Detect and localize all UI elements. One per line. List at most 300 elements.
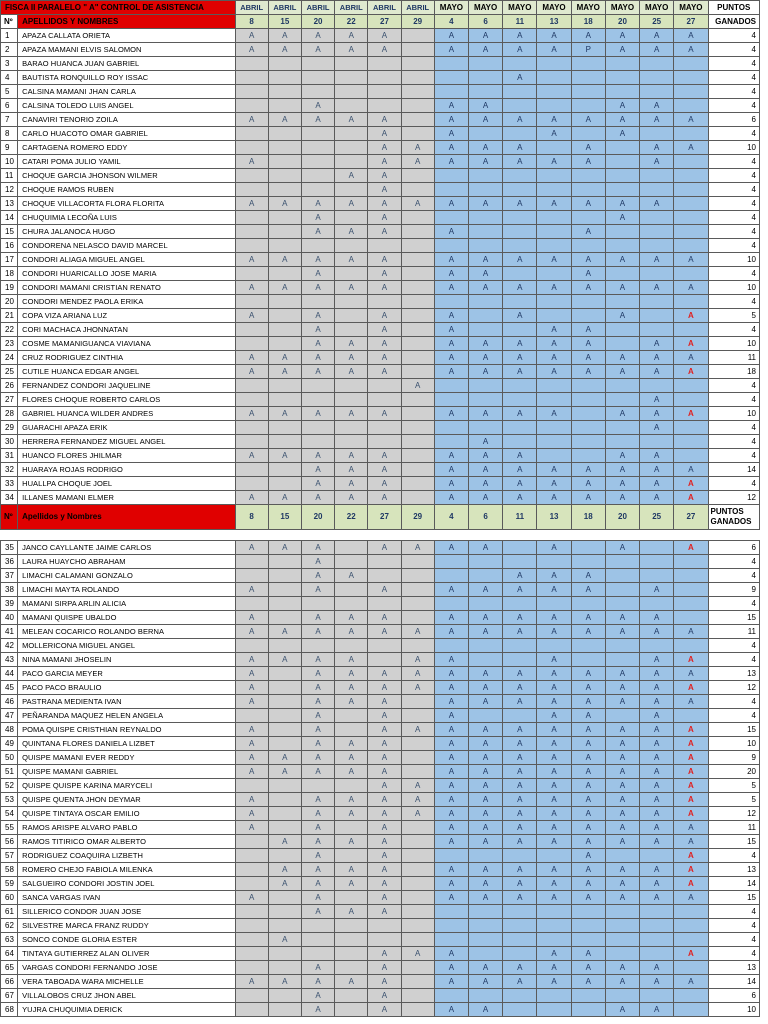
attendance-cell — [674, 933, 708, 947]
attendance-cell — [401, 1003, 434, 1017]
attendance-cell: A — [268, 835, 301, 849]
attendance-cell: A — [674, 29, 708, 43]
points-value: 5 — [708, 779, 759, 793]
student-name: BARAO HUANCA JUAN GABRIEL — [18, 57, 235, 71]
points-value: 4 — [708, 555, 759, 569]
attendance-cell — [268, 267, 301, 281]
student-number: 30 — [1, 435, 18, 449]
table-row — [1, 281, 760, 295]
attendance-cell: A — [605, 975, 639, 989]
attendance-cell — [640, 541, 674, 555]
table-row — [1, 863, 760, 877]
table-row — [1, 477, 760, 491]
attendance-cell — [268, 211, 301, 225]
student-number: 15 — [1, 225, 18, 239]
attendance-cell — [468, 849, 502, 863]
attendance-cell: A — [503, 141, 537, 155]
student-name: CHOQUE VILLACORTA FLORA FLORITA — [18, 197, 235, 211]
attendance-cell: A — [368, 127, 401, 141]
attendance-cell: A — [335, 835, 368, 849]
table-row — [1, 849, 760, 863]
attendance-cell: A — [235, 351, 268, 365]
attendance-cell: A — [268, 625, 301, 639]
student-number: 4 — [1, 71, 18, 85]
attendance-cell — [268, 141, 301, 155]
attendance-cell — [301, 933, 334, 947]
student-name: LIMACHI MAYTA ROLANDO — [18, 583, 235, 597]
attendance-cell — [640, 239, 674, 253]
attendance-cell — [571, 393, 605, 407]
attendance-cell — [503, 555, 537, 569]
student-name: CARTAGENA ROMERO EDDY — [18, 141, 235, 155]
attendance-cell: A — [368, 281, 401, 295]
attendance-cell — [235, 597, 268, 611]
attendance-cell: A — [335, 463, 368, 477]
student-name: CHOQUE GARCIA JHONSON WILMER — [18, 169, 235, 183]
attendance-cell — [401, 29, 434, 43]
attendance-cell: A — [368, 821, 401, 835]
attendance-cell: A — [640, 821, 674, 835]
attendance-cell: A — [434, 309, 468, 323]
attendance-cell — [503, 57, 537, 71]
table-row — [1, 393, 760, 407]
student-number: 20 — [1, 295, 18, 309]
attendance-cell: A — [468, 155, 502, 169]
student-number: 14 — [1, 211, 18, 225]
attendance-cell: A — [640, 337, 674, 351]
attendance-cell — [640, 183, 674, 197]
student-number: 2 — [1, 43, 18, 57]
attendance-cell: A — [674, 337, 708, 351]
attendance-cell: A — [537, 407, 571, 421]
attendance-cell — [468, 947, 502, 961]
student-number: 41 — [1, 625, 18, 639]
attendance-cell — [335, 989, 368, 1003]
attendance-cell — [368, 239, 401, 253]
student-name: MELEAN COCARICO ROLANDO BERNA — [18, 625, 235, 639]
attendance-cell: A — [235, 695, 268, 709]
attendance-cell: A — [335, 765, 368, 779]
attendance-cell: A — [401, 625, 434, 639]
table-row — [1, 751, 760, 765]
attendance-cell — [503, 919, 537, 933]
attendance-cell — [605, 337, 639, 351]
attendance-cell — [401, 597, 434, 611]
attendance-cell: A — [468, 197, 502, 211]
attendance-cell: A — [434, 491, 468, 505]
attendance-cell: A — [605, 113, 639, 127]
attendance-cell: A — [640, 709, 674, 723]
attendance-cell: A — [301, 989, 334, 1003]
attendance-cell — [335, 779, 368, 793]
attendance-cell — [268, 169, 301, 183]
attendance-cell — [503, 947, 537, 961]
attendance-cell: A — [468, 477, 502, 491]
attendance-cell — [401, 85, 434, 99]
attendance-cell — [571, 1003, 605, 1017]
attendance-cell: A — [537, 463, 571, 477]
student-name: APAZA CALLATA ORIETA — [18, 29, 235, 43]
attendance-cell — [401, 863, 434, 877]
attendance-cell — [268, 421, 301, 435]
table-row — [1, 569, 760, 583]
attendance-cell — [674, 639, 708, 653]
attendance-cell: A — [571, 569, 605, 583]
attendance-cell — [235, 555, 268, 569]
attendance-cell — [268, 569, 301, 583]
attendance-cell — [674, 555, 708, 569]
student-number: 64 — [1, 947, 18, 961]
month-header: MAYO — [571, 1, 605, 15]
attendance-cell — [368, 569, 401, 583]
attendance-cell: A — [674, 653, 708, 667]
attendance-cell: A — [640, 253, 674, 267]
attendance-cell: A — [468, 807, 502, 821]
month-header: MAYO — [640, 1, 674, 15]
points-value: 4 — [708, 919, 759, 933]
table-row — [1, 155, 760, 169]
attendance-cell: A — [605, 821, 639, 835]
attendance-cell — [434, 57, 468, 71]
attendance-cell — [235, 225, 268, 239]
attendance-cell: A — [301, 849, 334, 863]
table-row — [1, 85, 760, 99]
attendance-cell: A — [674, 723, 708, 737]
student-number: 32 — [1, 463, 18, 477]
attendance-cell — [401, 555, 434, 569]
attendance-cell: A — [368, 667, 401, 681]
table-row — [1, 239, 760, 253]
points-value: 4 — [708, 933, 759, 947]
attendance-cell: A — [301, 611, 334, 625]
day-header: 13 — [537, 505, 571, 530]
student-number: 18 — [1, 267, 18, 281]
month-header: MAYO — [605, 1, 639, 15]
table-row — [1, 169, 760, 183]
attendance-cell — [401, 751, 434, 765]
attendance-cell: A — [235, 975, 268, 989]
gap-cell — [1, 530, 760, 541]
attendance-cell — [468, 183, 502, 197]
attendance-cell — [468, 379, 502, 393]
attendance-cell: A — [468, 463, 502, 477]
points-value: 15 — [708, 611, 759, 625]
attendance-cell: A — [571, 29, 605, 43]
student-number: 45 — [1, 681, 18, 695]
attendance-cell — [335, 947, 368, 961]
attendance-cell: A — [268, 281, 301, 295]
attendance-cell — [674, 225, 708, 239]
attendance-cell — [235, 947, 268, 961]
attendance-cell — [368, 555, 401, 569]
attendance-cell — [301, 183, 334, 197]
attendance-cell: A — [503, 309, 537, 323]
attendance-cell — [605, 555, 639, 569]
attendance-cell: A — [571, 765, 605, 779]
attendance-cell — [401, 919, 434, 933]
attendance-cell: A — [434, 709, 468, 723]
attendance-cell: A — [605, 309, 639, 323]
student-number: 36 — [1, 555, 18, 569]
attendance-cell — [468, 905, 502, 919]
attendance-cell — [503, 225, 537, 239]
attendance-cell — [537, 933, 571, 947]
attendance-cell: A — [235, 43, 268, 57]
attendance-cell: A — [640, 43, 674, 57]
month-header: ABRIL — [268, 1, 301, 15]
attendance-cell: A — [503, 463, 537, 477]
table-row — [1, 407, 760, 421]
attendance-cell — [235, 835, 268, 849]
student-name: SONCO CONDE GLORIA ESTER — [18, 933, 235, 947]
attendance-cell: A — [537, 723, 571, 737]
student-name: VARGAS CONDORI FERNANDO JOSE — [18, 961, 235, 975]
attendance-cell — [674, 961, 708, 975]
table-row — [1, 99, 760, 113]
attendance-cell — [503, 435, 537, 449]
attendance-cell — [235, 85, 268, 99]
attendance-cell — [268, 891, 301, 905]
student-name: RAMOS ARISPE ALVARO PABLO — [18, 821, 235, 835]
student-number: 39 — [1, 597, 18, 611]
month-header: ABRIL — [301, 1, 334, 15]
attendance-cell — [640, 211, 674, 225]
student-number: 63 — [1, 933, 18, 947]
attendance-cell — [503, 169, 537, 183]
attendance-cell: A — [235, 309, 268, 323]
attendance-cell — [503, 267, 537, 281]
points-value: 14 — [708, 463, 759, 477]
attendance-cell: A — [434, 793, 468, 807]
attendance-cell: A — [537, 113, 571, 127]
attendance-cell: A — [468, 723, 502, 737]
attendance-cell: A — [434, 625, 468, 639]
month-header: MAYO — [503, 1, 537, 15]
attendance-cell: A — [503, 281, 537, 295]
points-value: 4 — [708, 477, 759, 491]
attendance-cell: A — [335, 407, 368, 421]
attendance-cell: A — [605, 737, 639, 751]
attendance-cell — [268, 793, 301, 807]
student-name: GABRIEL HUANCA WILDER ANDRES — [18, 407, 235, 421]
attendance-cell — [640, 933, 674, 947]
attendance-cell: A — [434, 583, 468, 597]
table-row — [1, 597, 760, 611]
attendance-cell — [368, 435, 401, 449]
attendance-cell — [235, 569, 268, 583]
attendance-cell: A — [401, 653, 434, 667]
attendance-cell: A — [605, 891, 639, 905]
points-value: 6 — [708, 113, 759, 127]
attendance-cell: A — [301, 211, 334, 225]
attendance-cell — [335, 709, 368, 723]
attendance-cell: A — [368, 989, 401, 1003]
attendance-cell — [605, 989, 639, 1003]
table-row — [1, 463, 760, 477]
attendance-cell: A — [605, 681, 639, 695]
attendance-cell: A — [235, 737, 268, 751]
attendance-cell — [268, 667, 301, 681]
attendance-cell: A — [605, 253, 639, 267]
attendance-cell — [301, 435, 334, 449]
attendance-cell — [235, 99, 268, 113]
attendance-cell — [434, 905, 468, 919]
table-row — [1, 737, 760, 751]
attendance-cell: A — [301, 653, 334, 667]
attendance-cell — [268, 379, 301, 393]
student-number: 58 — [1, 863, 18, 877]
student-number: 1 — [1, 29, 18, 43]
attendance-cell — [401, 891, 434, 905]
attendance-cell: A — [335, 625, 368, 639]
attendance-cell: A — [640, 625, 674, 639]
attendance-cell: A — [368, 491, 401, 505]
attendance-cell — [301, 379, 334, 393]
attendance-cell — [468, 555, 502, 569]
day-header: 27 — [368, 505, 401, 530]
attendance-cell — [268, 919, 301, 933]
attendance-cell: A — [301, 253, 334, 267]
attendance-cell: A — [434, 43, 468, 57]
attendance-cell: A — [301, 709, 334, 723]
attendance-cell: A — [268, 365, 301, 379]
attendance-cell: A — [301, 681, 334, 695]
attendance-cell: A — [268, 751, 301, 765]
attendance-cell: A — [605, 43, 639, 57]
attendance-cell — [335, 541, 368, 555]
attendance-cell: A — [268, 43, 301, 57]
student-number: 47 — [1, 709, 18, 723]
student-number: 49 — [1, 737, 18, 751]
attendance-cell: A — [368, 793, 401, 807]
attendance-cell: A — [335, 351, 368, 365]
attendance-cell: A — [301, 807, 334, 821]
attendance-cell — [605, 295, 639, 309]
attendance-cell: A — [503, 975, 537, 989]
student-name: SANCA VARGAS IVAN — [18, 891, 235, 905]
attendance-cell — [674, 1003, 708, 1017]
attendance-cell — [268, 779, 301, 793]
attendance-cell: A — [468, 751, 502, 765]
attendance-cell: A — [434, 975, 468, 989]
attendance-cell: A — [605, 807, 639, 821]
attendance-cell — [674, 239, 708, 253]
month-header: ABRIL — [401, 1, 434, 15]
attendance-cell: A — [468, 281, 502, 295]
attendance-cell — [674, 611, 708, 625]
attendance-cell: A — [434, 891, 468, 905]
header-row-2 — [1, 15, 760, 29]
student-number: 25 — [1, 365, 18, 379]
attendance-cell: A — [434, 737, 468, 751]
attendance-cell — [335, 155, 368, 169]
attendance-cell — [401, 71, 434, 85]
attendance-cell — [468, 169, 502, 183]
student-number: 38 — [1, 583, 18, 597]
attendance-cell — [537, 71, 571, 85]
attendance-cell — [268, 463, 301, 477]
attendance-cell — [268, 807, 301, 821]
attendance-cell: A — [335, 169, 368, 183]
points-value: 4 — [708, 197, 759, 211]
attendance-cell — [640, 905, 674, 919]
attendance-cell — [434, 393, 468, 407]
points-value: 4 — [708, 639, 759, 653]
attendance-cell: A — [640, 891, 674, 905]
student-number: 6 — [1, 99, 18, 113]
attendance-cell: A — [674, 807, 708, 821]
student-name: PACO PACO BRAULIO — [18, 681, 235, 695]
points-value: 12 — [708, 681, 759, 695]
attendance-cell: A — [640, 751, 674, 765]
attendance-cell: A — [301, 863, 334, 877]
day-header: 25 — [640, 505, 674, 530]
attendance-cell: A — [468, 449, 502, 463]
attendance-cell — [335, 85, 368, 99]
attendance-cell — [434, 239, 468, 253]
attendance-cell: A — [605, 793, 639, 807]
student-name: CONDORI MAMANI CRISTIAN RENATO — [18, 281, 235, 295]
points-value: 12 — [708, 491, 759, 505]
attendance-cell — [401, 365, 434, 379]
table-row — [1, 351, 760, 365]
table-row — [1, 1003, 760, 1017]
attendance-cell — [401, 281, 434, 295]
attendance-cell: A — [301, 267, 334, 281]
attendance-cell — [571, 905, 605, 919]
attendance-cell — [640, 569, 674, 583]
attendance-cell: A — [368, 737, 401, 751]
attendance-cell: A — [468, 435, 502, 449]
attendance-cell: A — [301, 1003, 334, 1017]
attendance-cell: A — [571, 611, 605, 625]
attendance-cell — [503, 1003, 537, 1017]
attendance-cell — [537, 555, 571, 569]
attendance-cell: A — [537, 807, 571, 821]
student-name: QUISPE MAMANI GABRIEL — [18, 765, 235, 779]
attendance-cell — [674, 709, 708, 723]
attendance-cell — [605, 947, 639, 961]
attendance-cell — [335, 891, 368, 905]
attendance-cell: A — [335, 225, 368, 239]
attendance-cell — [605, 71, 639, 85]
attendance-cell: A — [335, 477, 368, 491]
attendance-cell: A — [640, 779, 674, 793]
attendance-cell: A — [605, 1003, 639, 1017]
attendance-cell: A — [368, 183, 401, 197]
points-value: 15 — [708, 835, 759, 849]
attendance-cell — [605, 169, 639, 183]
attendance-cell: A — [640, 113, 674, 127]
student-name: COPA VIZA ARIANA LUZ — [18, 309, 235, 323]
attendance-cell: A — [401, 947, 434, 961]
points-value: 4 — [708, 155, 759, 169]
attendance-cell: A — [571, 351, 605, 365]
attendance-cell: A — [335, 793, 368, 807]
attendance-cell: A — [640, 281, 674, 295]
attendance-cell: A — [335, 253, 368, 267]
points-value: 6 — [708, 541, 759, 555]
attendance-cell — [571, 541, 605, 555]
attendance-cell: A — [468, 99, 502, 113]
attendance-cell — [401, 295, 434, 309]
student-name: VERA TABOADA WARA MICHELLE — [18, 975, 235, 989]
attendance-cell: A — [468, 625, 502, 639]
attendance-cell — [503, 709, 537, 723]
attendance-cell: A — [503, 113, 537, 127]
attendance-cell: A — [640, 667, 674, 681]
attendance-cell — [537, 183, 571, 197]
